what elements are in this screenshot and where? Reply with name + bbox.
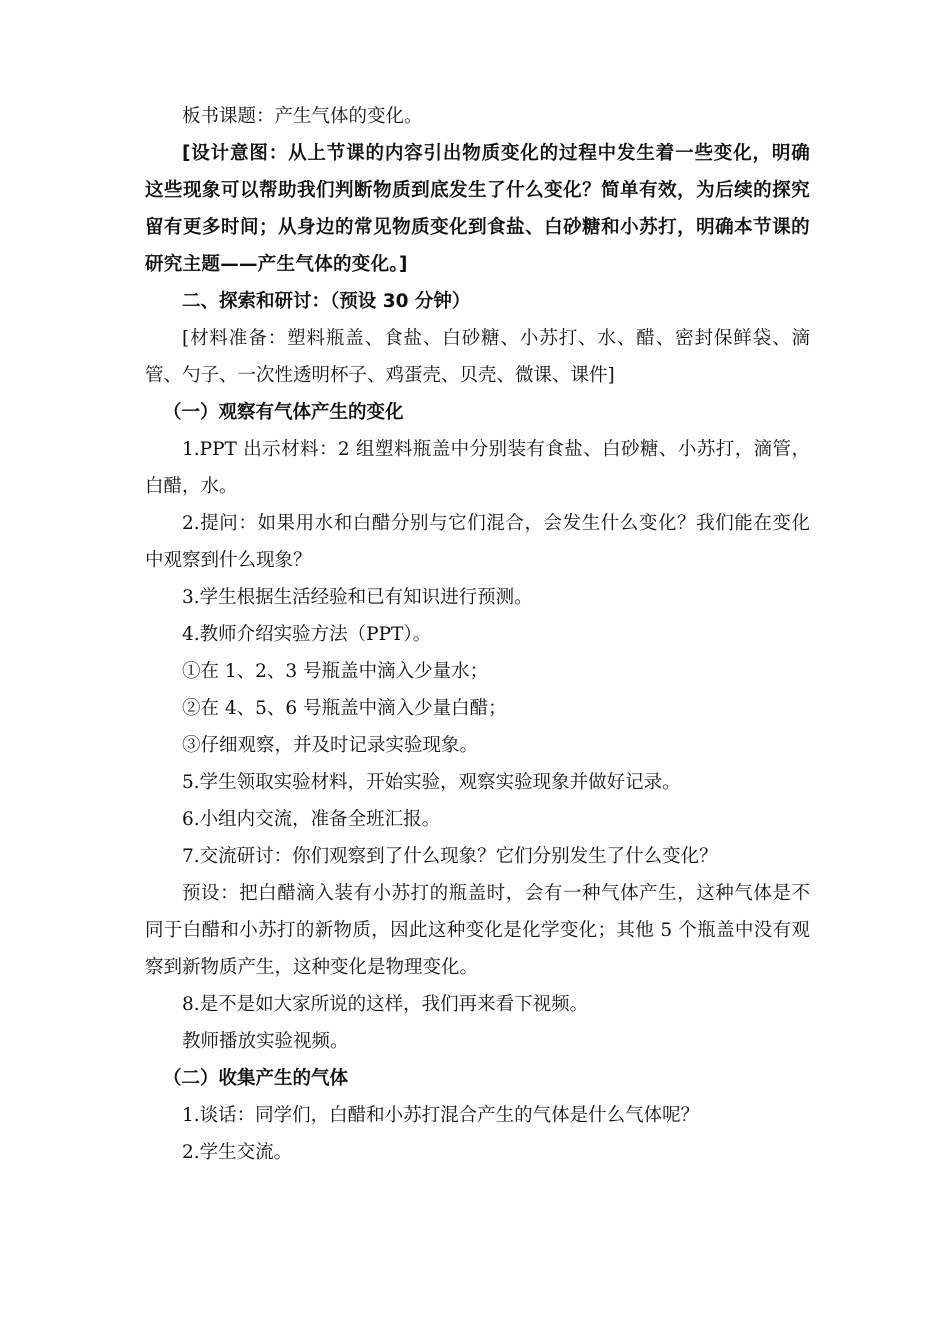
step-4: 4.教师介绍实验方法（PPT）。 — [182, 624, 432, 645]
subsection-heading-observe: （一）观察有气体产生的变化 — [163, 402, 404, 423]
method-item-3: ③仔细观察，并及时记录实验现象。 — [182, 735, 479, 756]
step-3: 3.学生根据生活经验和已有知识进行预测。 — [182, 587, 533, 608]
design-intent-note: [设计意图：从上节课的内容引出物质变化的过程中发生着一些变化，明确这些现象可以帮助我们判断物质到底发生了什么变化？简单有效，为后续的探究留有更多时间；从身边的常见物质变化到食盐、白砂糖和小苏打，明确本节课的研究主题——产生气体的变化。] — [145, 143, 810, 275]
step-8: 8.是不是如大家所说的这样，我们再来看下视频。 — [182, 994, 589, 1015]
section-heading-explore: 二、探索和研讨：（预设 30 分钟） — [182, 291, 471, 312]
step-1: 1.PPT 出示材料：2 组塑料瓶盖中分别装有食盐、白砂糖、小苏打，滴管，白醋，水。 — [145, 439, 810, 497]
document-page — [145, 98, 810, 1171]
collect-step-1: 1.谈话：同学们，白醋和小苏打混合产生的气体是什么气体呢？ — [182, 1105, 700, 1126]
method-item-1: ①在 1、2、3 号瓶盖中滴入少量水； — [182, 661, 489, 682]
step-6: 6.小组内交流，准备全班汇报。 — [182, 809, 441, 830]
lesson-title-line: 板书课题：产生气体的变化。 — [182, 106, 423, 127]
subsection-heading-collect: （二）收集产生的气体 — [163, 1068, 349, 1089]
collect-step-2: 2.学生交流。 — [182, 1142, 293, 1163]
step-2: 2.提问：如果用水和白醋分别与它们混合，会发生什么变化？我们能在变化中观察到什么现象？ — [145, 513, 810, 571]
teacher-video-line: 教师播放实验视频。 — [182, 1031, 349, 1052]
step-5: 5.学生领取实验材料，开始实验，观察实验现象并做好记录。 — [182, 772, 681, 793]
preset-answer: 预设：把白醋滴入装有小苏打的瓶盖时，会有一种气体产生，这种气体是不同于白醋和小苏打的新物质，因此这种变化是化学变化；其他 5 个瓶盖中没有观察到新物质产生，这种变化是物理变化。 — [145, 883, 810, 978]
method-item-2: ②在 4、5、6 号瓶盖中滴入少量白醋； — [182, 698, 507, 719]
materials-note: [材料准备：塑料瓶盖、食盐、白砂糖、小苏打、水、醋、密封保鲜袋、滴管、勺子、一次性透明杯子、鸡蛋壳、贝壳、微课、课件] — [145, 328, 810, 386]
step-7: 7.交流研讨：你们观察到了什么现象？它们分别发生了什么变化？ — [182, 846, 718, 867]
